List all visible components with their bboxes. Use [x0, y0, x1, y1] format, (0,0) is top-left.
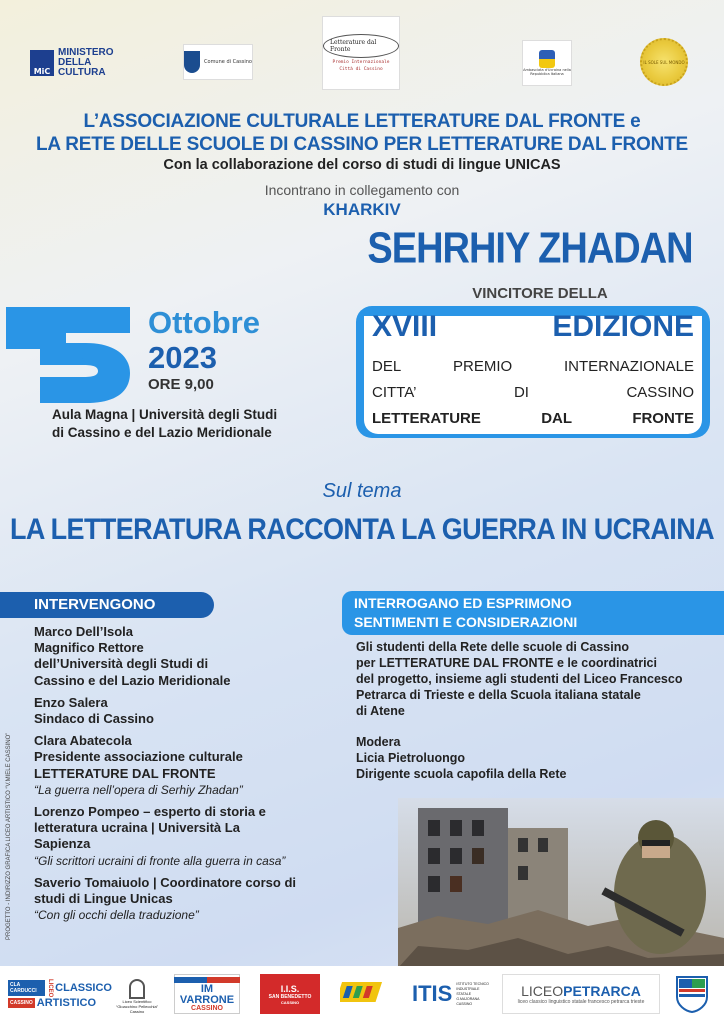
ministero-cultura-logo [30, 44, 122, 82]
liceo-petrarca-logo: LICEOPETRARCA liceo classico linguistico statale francesco petrarca trieste [502, 974, 660, 1014]
edition-box [356, 306, 710, 438]
speakers-list [34, 624, 334, 929]
iis-san-benedetto-logo: I.I.S. SAN BENEDETTO CASSINO [260, 974, 320, 1014]
edition-line-1: DEL PREMIO INTERNAZIONALE [372, 358, 694, 375]
speaker-item: Enzo Salera Sindaco di Cassino [34, 694, 154, 727]
theme-intro: Sul tema [322, 480, 402, 502]
header-line-1: L’ASSOCIAZIONE CULTURALE LETTERATURE DAL FRONTE e [83, 111, 641, 132]
im-varrone-logo: IM VARRONE CASSINO [174, 974, 240, 1014]
vincitore-line: VINCITORE DELLA [472, 285, 608, 302]
venue: Aula Magna | Università degli Studi di Cassino e del Lazio Meridionale [52, 407, 278, 440]
mic-badge: MiC [30, 50, 54, 76]
incontrano-line: Incontrano in collegamento con [264, 182, 460, 198]
liceo-classico-artistico-logo: CLA CARDUCCI LICEO CLASSICO CASSINO ARTISTICO [10, 978, 112, 1010]
interrogano-text: Gli studenti della Rete delle scuole di Cassino per LETTERATURE DAL FRONTE e le coordinatrici del progetto, insieme agli studenti del Liceo Francesco Petrarca di Trieste e della Scuola italiana statale di Atene [356, 640, 683, 718]
intervengono-header: INTERVENGONO [0, 592, 214, 618]
ambasciata-ucraina-logo: Ambasciata d'Ucraina nella Repubblica Italiana [522, 40, 572, 86]
comune-cassino-logo: Comune di Cassino [183, 44, 253, 80]
edition-title: XVIII EDIZIONE [372, 310, 694, 343]
guest-name: SEHRHIY ZHADAN [367, 224, 693, 274]
edition-line-3: LETTERATURE DAL FRONTE [372, 410, 694, 427]
date-year: 2023 [148, 340, 217, 375]
sun-seal-logo: IL SOLE SUL MONDO [640, 38, 688, 86]
theme-title: LA LETTERATURA RACCONTA LA GUERRA IN UCRAINA [9, 512, 715, 546]
interrogano-header: INTERROGANO ED ESPRIMONO SENTIMENTI E CONSIDERAZIONI [342, 591, 724, 635]
ukraine-crest-icon [539, 50, 555, 68]
day-number-graphic [6, 303, 134, 403]
war-photo [398, 798, 724, 968]
city-name: KHARKIV [323, 200, 401, 219]
speaker-item: Saverio Tomaiuolo | Coordinatore corso di studi di Lingue Unicas “Con gli occhi della traduzione” [34, 874, 296, 923]
speaker-item: Lorenzo Pompeo – esperto di storia e letteratura ucraina | Università La Sapienza “Gli scrittori ucraini di fronte alla guerra in casa” [34, 804, 286, 868]
date-month: Ottobre [148, 305, 260, 340]
shield-icon [675, 975, 709, 1013]
speaker-item: Clara Abatecola Presidente associazione culturale LETTERATURE DAL FRONTE “La guerra nell’opera di Serhiy Zhadan” [34, 733, 243, 797]
greek-italian-school-logo [672, 974, 712, 1014]
school-emblem-logo [340, 974, 388, 1010]
moderator-block: Modera Licia Pietroluongo Dirigente scuola capofila della Rete [356, 735, 567, 781]
emblem-icon [340, 976, 388, 1008]
collaboration-line: Con la collaborazione del corso di studi di lingue UNICAS [163, 157, 561, 173]
edition-line-2: CITTA’ DI CASSINO [372, 384, 694, 401]
arch-icon [129, 979, 145, 999]
header-line-2: LA RETE DELLE SCUOLE DI CASSINO PER LETTERATURE DAL FRONTE [35, 134, 689, 155]
mic-text: MINISTERO DELLA CULTURA [58, 47, 114, 78]
date-time: ORE 9,00 [148, 376, 214, 393]
liceo-pellecchia-logo: Liceo Scientifico “Gioacchino Pellecchia” Cassino [114, 974, 160, 1018]
crest-icon [184, 51, 200, 73]
credits-text: PROGETTO - INDIRIZZO GRAFICA LICEO ARTISTICO “V.MIELE CASSINO” [6, 732, 12, 940]
letterature-dal-fronte-logo: Letterature dal Fronte Premio Internazionale Città di Cassino [322, 16, 400, 90]
day-number: 5 [81, 357, 87, 368]
speaker-item: Marco Dell’Isola Magnifico Rettore dell’Università degli Studi di Cassino e del Lazio Meridionale [34, 624, 231, 688]
itis-logo: ITIS ISTITUTO TECNICO INDUSTRIALE STATALE G.MAJORANA CASSINO [412, 981, 489, 1006]
